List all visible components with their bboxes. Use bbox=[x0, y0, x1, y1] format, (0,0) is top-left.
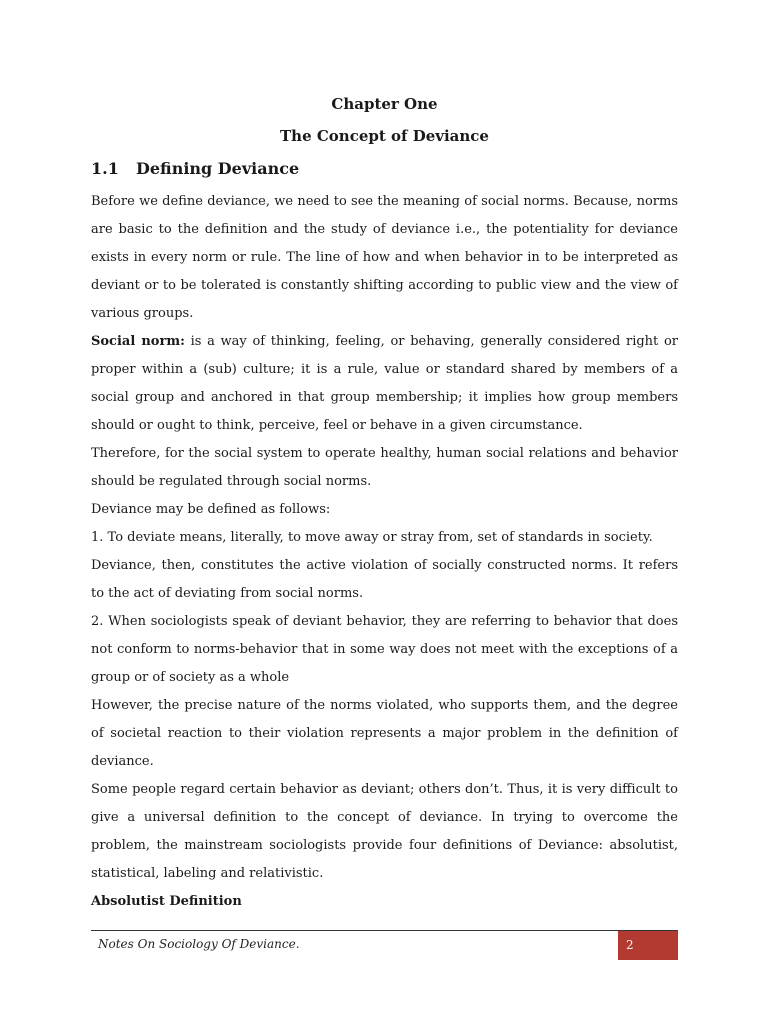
term-label: Social norm: bbox=[91, 334, 185, 349]
term-definition: is a way of thinking, feeling, or behaving, generally considered right or proper within a (sub) culture; it is a rule, value or standard shared by members of a social group and anchored in that group membership; it implies how group members should or ought to think, perceive, feel or behave in a given circumstance. bbox=[91, 334, 678, 433]
paragraph: However, the precise nature of the norms violated, who supports them, and the degree of societal reaction to their violation represents a major problem in the definition of deviance. bbox=[91, 698, 678, 769]
section-heading bbox=[91, 158, 299, 180]
subheading: Absolutist Definition bbox=[91, 894, 242, 909]
paragraph bbox=[91, 328, 678, 440]
section-title: Defining Deviance bbox=[136, 159, 300, 178]
paragraph: 2. When sociologists speak of deviant behavior, they are referring to behavior that does not conform to norms-behavior that in some way does not meet with the exceptions of a group or of society as a whole bbox=[91, 614, 678, 685]
page-number: 2 bbox=[618, 931, 678, 960]
section-number: 1.1 bbox=[91, 159, 119, 178]
chapter-subtitle: The Concept of Deviance bbox=[280, 127, 489, 145]
page-footer bbox=[91, 930, 678, 960]
footer-text: Notes On Sociology Of Deviance. bbox=[98, 937, 300, 951]
body-text bbox=[91, 188, 678, 916]
chapter-title: Chapter One bbox=[331, 95, 438, 113]
paragraph: Deviance, then, constitutes the active violation of socially constructed norms. It refers to the act of deviating from social norms. bbox=[91, 558, 678, 601]
paragraph: Before we define deviance, we need to see the meaning of social norms. Because, norms are basic to the definition and the study of deviance i.e., the potentiality for deviance exists in every norm or rule. The line of how and when behavior in to be interpreted as deviant or to be tolerated is constantly shifting according to public view and the view of various groups. bbox=[91, 194, 678, 321]
paragraph: Therefore, for the social system to operate healthy, human social relations and behavior should be regulated through social norms. bbox=[91, 446, 678, 489]
paragraph: Some people regard certain behavior as deviant; others don’t. Thus, it is very difficult to give a universal definition to the concept of deviance. In trying to overcome the problem, the mainstream sociologists provide four definitions of Deviance: absolutist, statistical, labeling and relativistic. bbox=[91, 782, 678, 881]
paragraph: 1. To deviate means, literally, to move away or stray from, set of standards in society. bbox=[91, 530, 653, 545]
paragraph: Deviance may be defined as follows: bbox=[91, 502, 331, 517]
